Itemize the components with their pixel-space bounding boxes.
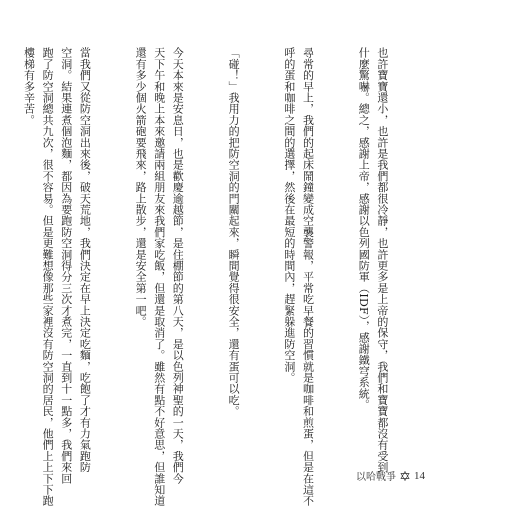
paragraph-3: 「碰！」我用力的把防空洞的門關起來，瞬間覺得很安全，還有蛋可以吃。: [227, 47, 241, 417]
page-number: 14: [414, 469, 425, 482]
paragraph-5: 當我們又從防空洞出來後，破天荒地，我們決定在早上決定吃麵，吃飽了才有力氣跑防 空洞。結果連煮個泡麵，都因為要跑防空洞得分三次才煮完，一直到十一點多，我們來回 跑了防空洞總共九次，很不容易。但是更難想像那些家裡沒有防空洞的居民，他們上上下下跑 樓梯有多辛苦。: [22, 47, 92, 506]
paragraph-2: 尋常的早上，我們的起床鬧鐘變成空襲警報，平常吃早餐的習慣就是咖啡和煎蛋，但是在這不 呼的蛋和咖啡之間的選擇，然後在最短的時間內，趕緊躲進防空洞。: [282, 47, 315, 506]
paragraph-1: 也許寶寶還小，也許是我們都很冷靜，也許更多是上帝的保守，我們和寶寶都沒有受到 什麼驚嚇。總之，感謝上帝，感謝以色列國防軍（IDF），感謝鐵穹系統。: [357, 47, 389, 473]
paragraph-4: 今天本來是安息日，也是歡慶逾越節，是住棚節的第八天，是以色列神聖的一天，我們今 天下午和晚上本來邀請兩組朋友來我們家吃飯，但還是取消了。雖然有點不好意思，但誰知道 還有多少個火箭砲要飛來，路上散步，還是安全第一吧。: [134, 47, 185, 506]
running-title: 以哈戰爭: [356, 472, 396, 483]
star-of-david-icon: [400, 471, 410, 481]
page-footer: [356, 468, 425, 483]
